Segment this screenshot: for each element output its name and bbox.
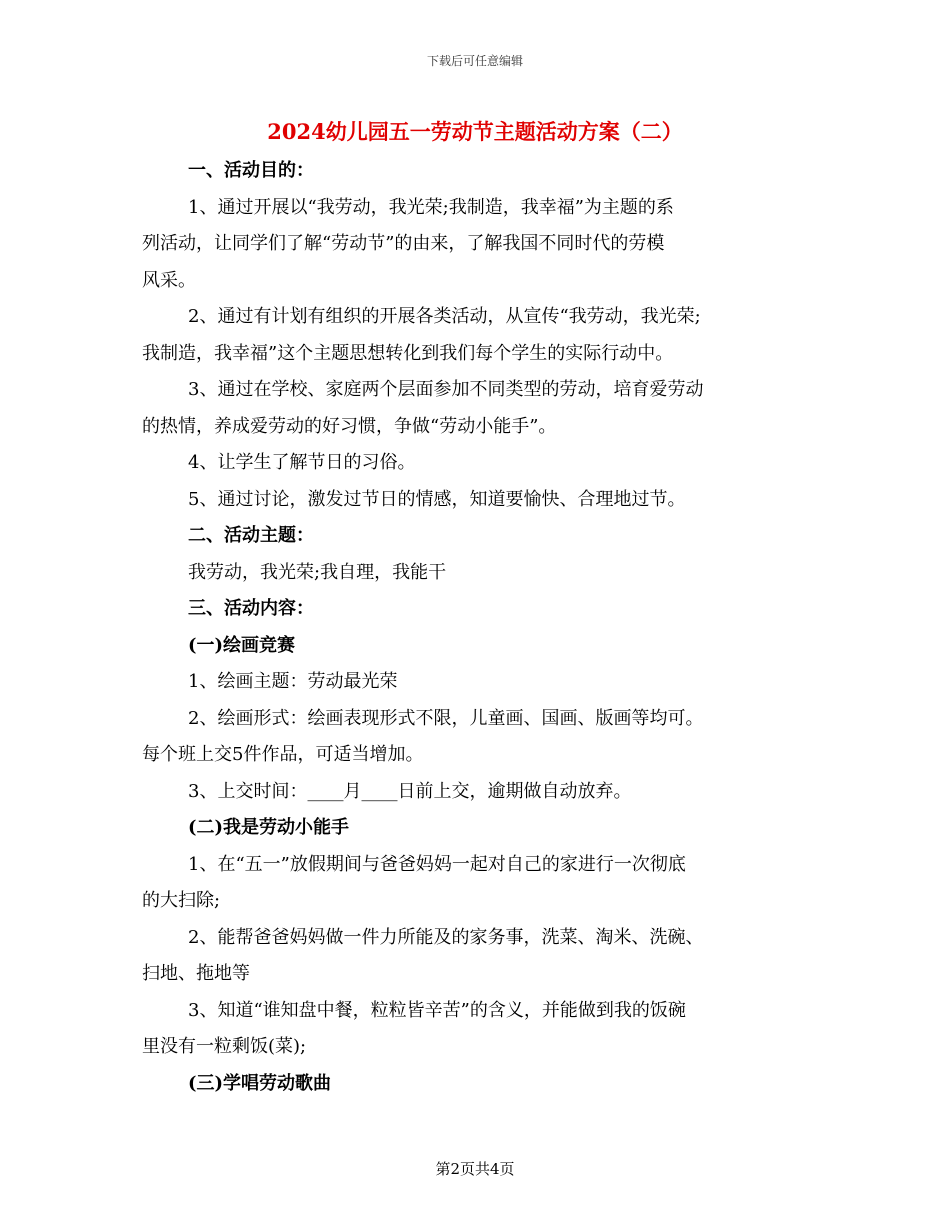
- section-heading: (一)绘画竞赛: [188, 634, 296, 656]
- paragraph-line: 3、上交时间：____月____日前上交，逾期做自动放弃。: [188, 780, 632, 802]
- paragraph-line: 每个班上交5件作品，可适当增加。: [142, 744, 424, 765]
- paragraph-line: 扫地、拖地等: [142, 963, 250, 984]
- paragraph-line: 1、绘画主题：劳动最光荣: [188, 671, 398, 692]
- paragraph-line: 风采。: [142, 269, 196, 291]
- paragraph-line: 3、通过在学校、家庭两个层面参加不同类型的劳动，培育爱劳动: [188, 379, 704, 400]
- document-body: [142, 153, 810, 1102]
- paragraph-line: 2、通过有计划有组织的开展各类活动，从宣传“我劳动，我光荣;: [188, 306, 701, 327]
- paragraph-line: 2、能帮爸爸妈妈做一件力所能及的家务事，洗菜、淘米、洗碗、: [188, 926, 704, 948]
- section-heading: 二、活动主题：: [188, 525, 314, 546]
- page-footer: 第2页共4页: [435, 1160, 515, 1178]
- paragraph-line: 2、绘画形式：绘画表现形式不限，儿童画、国画、版画等均可。: [188, 707, 704, 729]
- document-title: 2024幼儿园五一劳动节主题活动方案（二）: [267, 119, 683, 144]
- paragraph-line: 的大扫除;: [142, 890, 221, 911]
- header-note: 下载后可任意编辑: [426, 54, 523, 68]
- paragraph-line: 1、通过开展以“我劳动，我光荣;我制造，我幸福”为主题的系: [188, 196, 674, 218]
- paragraph-line: 4、让学生了解节日的习俗。: [188, 452, 416, 473]
- section-heading: (二)我是劳动小能手: [188, 817, 350, 838]
- paragraph-line: 3、知道“谁知盘中餐，粒粒皆辛苦”的含义，并能做到我的饭碗: [188, 999, 686, 1021]
- paragraph-line: 列活动，让同学们了解“劳动节”的由来，了解我国不同时代的劳模: [142, 233, 665, 254]
- paragraph-line: 我劳动，我光荣;我自理，我能干: [188, 561, 447, 583]
- paragraph-line: 里没有一粒剩饭(菜);: [142, 1036, 307, 1057]
- section-heading: (三)学唱劳动歌曲: [188, 1072, 332, 1094]
- section-heading: 一、活动目的：: [188, 160, 314, 181]
- section-heading: 三、活动内容：: [188, 598, 314, 619]
- paragraph-line: 的热情，养成爱劳动的好习惯，争做“劳动小能手”。: [142, 415, 557, 437]
- paragraph-line: 我制造，我幸福”这个主题思想转化到我们每个学生的实际行动中。: [142, 342, 674, 364]
- paragraph-line: 5、通过讨论，激发过节日的情感，知道要愉快、合理地过节。: [188, 488, 686, 510]
- paragraph-line: 1、在“五一”放假期间与爸爸妈妈一起对自己的家进行一次彻底: [188, 853, 686, 875]
